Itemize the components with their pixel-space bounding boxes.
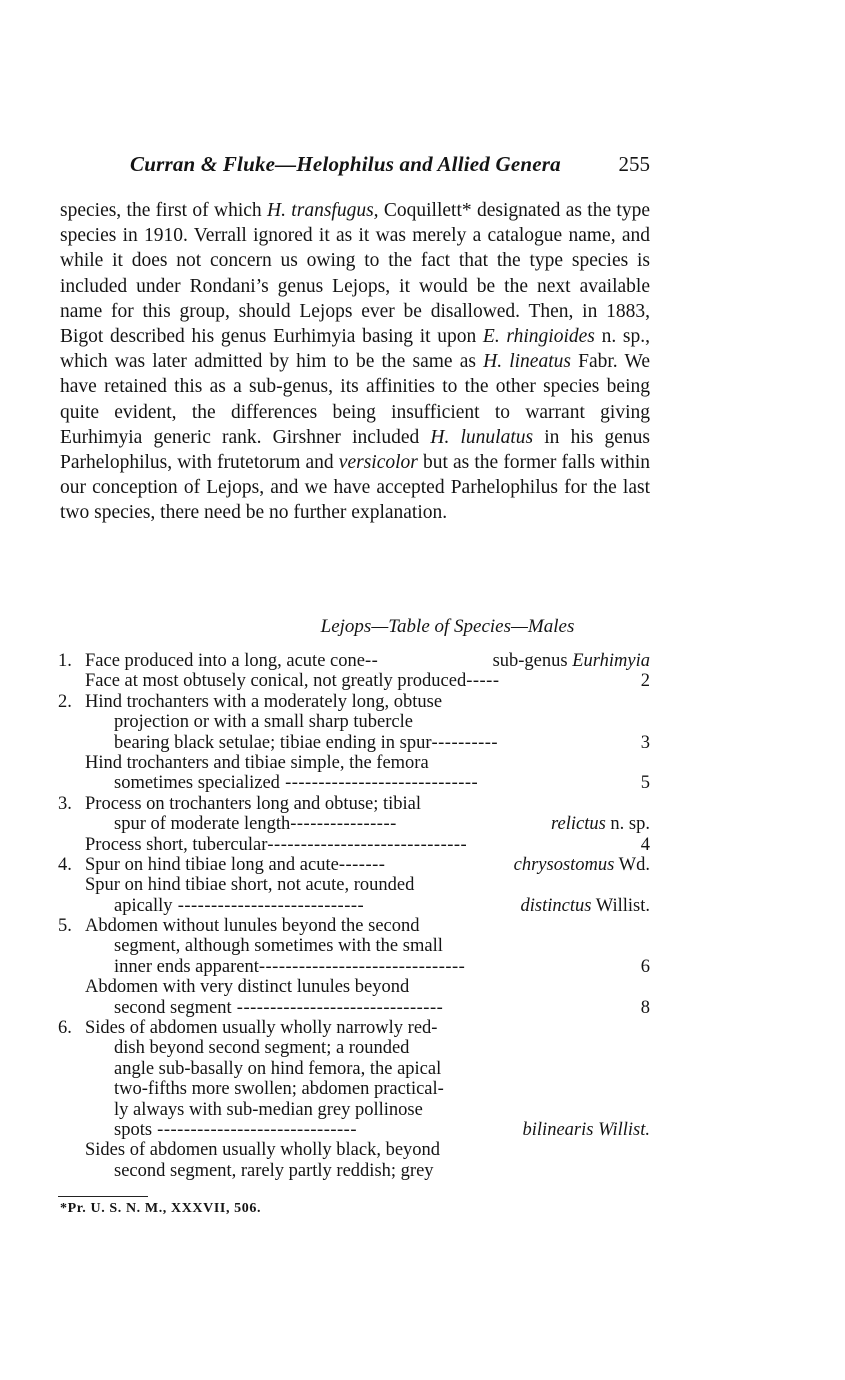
key-result	[551, 814, 650, 834]
couplet-number: 3.	[58, 793, 72, 814]
key-line	[58, 875, 650, 895]
paragraph-run: n. sp., which was later admitted by him to be the same as	[60, 326, 650, 373]
key-line	[58, 814, 650, 834]
key-text-content: Process on trochanters long and obtuse; tibial	[85, 793, 422, 814]
key-line	[58, 998, 650, 1018]
key-result-lead: 5	[640, 773, 650, 794]
key-text-content: Abdomen without lunules beyond the second	[85, 916, 420, 937]
key-line	[58, 753, 650, 773]
key-text	[85, 692, 442, 712]
key-text	[114, 712, 413, 732]
key-text-content: ly always with sub-median grey pollinose	[114, 1099, 423, 1120]
paragraph-run: Fabr. We have retained this as a sub-genus, its affinities to the other species being quite evident, the differences being insufficient to warrant giving Eurhimyia generic rank. Girshner included	[60, 351, 650, 448]
leader-dashes: ----------------------------	[172, 895, 365, 916]
key-text-content: segment, although sometimes with the small	[114, 936, 443, 957]
key-text	[114, 936, 443, 956]
key-text	[114, 733, 498, 753]
key-text	[114, 896, 364, 916]
key-result	[523, 1120, 650, 1140]
key-result-author: Willist.	[591, 895, 650, 916]
italic-taxon: H. transfugus,	[267, 200, 379, 221]
italic-taxon: H. lunulatus	[430, 426, 534, 448]
key-result-lead: 3	[640, 732, 650, 753]
key-line	[58, 794, 650, 814]
species-key-table	[58, 651, 650, 1181]
key-line	[58, 712, 650, 732]
key-text-content: Sides of abdomen usually wholly narrowly red-	[85, 1018, 438, 1039]
key-text-content: Sides of abdomen usually wholly black, beyond	[85, 1140, 441, 1161]
key-text-content: bearing black setulae; tibiae ending in spur	[114, 732, 432, 753]
key-text	[114, 773, 478, 793]
key-result-lead: 4	[640, 834, 650, 855]
couplet-number: 4.	[58, 854, 72, 875]
key-result-author: Wd.	[614, 854, 650, 875]
paragraph-text	[60, 198, 650, 526]
key-text	[85, 671, 500, 691]
key-line	[58, 651, 650, 671]
key-result-author: n. sp.	[605, 814, 650, 835]
key-text-content: Spur on hind tibiae short, not acute, rounded	[85, 875, 415, 896]
key-text	[85, 855, 385, 875]
key-text	[114, 1079, 444, 1099]
key-text-content: Face at most obtusely conical, not greatly produced	[85, 671, 467, 692]
key-text-content: apically	[114, 895, 173, 916]
key-text	[85, 875, 414, 895]
key-text	[114, 1059, 441, 1079]
key-text-content: spur of moderate length	[114, 814, 291, 835]
key-result	[514, 855, 650, 875]
key-line	[58, 835, 650, 855]
key-result	[641, 835, 650, 855]
key-text-content: Process short, tubercular	[85, 834, 268, 855]
key-text	[114, 1100, 423, 1120]
key-result	[641, 773, 650, 793]
paragraph-run: in his genus Parhelophilus, with frutetorum and	[60, 426, 651, 474]
key-line	[58, 936, 650, 956]
key-text-content: inner ends apparent	[114, 956, 259, 977]
leader-dashes: ----------------	[290, 814, 397, 835]
key-result-lead: sub-genus	[492, 651, 573, 671]
leader-dashes: -----------------------------	[279, 773, 479, 794]
key-text	[85, 1140, 440, 1160]
key-line	[58, 733, 650, 753]
key-result	[641, 998, 650, 1018]
key-text	[85, 1018, 437, 1038]
couplet-number: 2.	[58, 691, 72, 712]
key-line	[58, 957, 650, 977]
leader-dashes: ------------------------------	[152, 1119, 357, 1140]
leader-dashes: -------------------------------	[231, 997, 444, 1018]
key-text	[85, 916, 420, 936]
footnote: *Pr. U. S. N. M., XXXVII, 506.	[60, 1201, 262, 1216]
key-line	[58, 1018, 650, 1038]
couplet-number: 1.	[58, 651, 72, 671]
key-result	[493, 651, 650, 671]
key-text	[114, 1120, 357, 1140]
key-text	[85, 753, 429, 773]
running-title: Curran & Fluke—Helophilus and Allied Genera	[130, 152, 561, 176]
key-text	[85, 651, 378, 671]
key-text-content: second segment, rarely partly reddish; grey	[114, 1160, 434, 1181]
key-result-taxon: relictus	[550, 814, 606, 835]
italic-taxon: E. rhingioides	[482, 326, 595, 348]
couplet-number: 5.	[58, 916, 72, 937]
key-text	[85, 794, 421, 814]
key-result-taxon: bilinearis Willist.	[522, 1119, 650, 1140]
leader-dashes: ------------------------------	[267, 834, 468, 855]
key-result-lead: 8	[640, 997, 650, 1018]
key-result	[641, 957, 650, 977]
key-result	[641, 733, 650, 753]
key-line	[58, 1140, 650, 1160]
key-line	[58, 1059, 650, 1079]
key-text-content: angle sub-basally on hind femora, the apical	[114, 1058, 442, 1079]
key-line	[58, 692, 650, 712]
key-text-content: Face produced into a long, acute cone	[85, 651, 365, 671]
key-text-content: Abdomen with very distinct lunules beyond	[85, 977, 410, 998]
paragraph-run: Coquillett* designated as the type species in 1910. Verrall ignored it as it was merely a catalogue name, and while it does not concern us owing to the fact that the type species is included under Rondani’s genus Lejops, it would be the next available name for this group, should Lejops ever be disallowed. Then, in 1883, Bigot described his genus Eurhimyia basing it upon	[60, 200, 651, 348]
key-line	[58, 1161, 650, 1181]
footnote-rule	[58, 1196, 148, 1197]
key-text-content: Hind trochanters with a moderately long, obtuse	[85, 691, 443, 712]
key-line	[58, 855, 650, 875]
key-line	[58, 1100, 650, 1120]
leader-dashes: ----------	[431, 732, 499, 753]
key-text-content: projection or with a small sharp tubercle	[114, 712, 413, 733]
key-line	[58, 916, 650, 936]
key-result-taxon: chrysostomus	[513, 854, 615, 875]
italic-taxon: H. lineatus	[483, 351, 571, 373]
paragraph-run: but as the former falls within our conception of Lejops, and we have accepted Parhelophilus for the last two species, there need be no further explanation.	[60, 452, 651, 524]
key-text-content: Hind trochanters and tibiae simple, the femora	[85, 752, 429, 773]
key-text-content: Spur on hind tibiae long and acute	[85, 854, 339, 875]
key-line	[58, 896, 650, 916]
key-text-content: dish beyond second segment; a rounded	[114, 1038, 410, 1059]
key-text	[114, 998, 443, 1018]
section-title: Lejops—Table of Species—Males	[320, 616, 575, 637]
key-text-content: two-fifths more swollen; abdomen practical-	[114, 1079, 444, 1100]
paragraph-run: species, the first of which	[60, 200, 268, 221]
key-text	[114, 814, 397, 834]
key-result-lead: 6	[640, 956, 650, 977]
key-line	[58, 1120, 650, 1140]
leader-dashes: -------	[338, 854, 386, 875]
page-number: 255	[618, 152, 650, 176]
key-text	[114, 957, 465, 977]
key-text	[114, 1038, 409, 1058]
couplet-number: 6.	[58, 1018, 72, 1039]
key-line	[58, 671, 650, 691]
leader-dashes: -------------------------------	[258, 956, 466, 977]
key-text	[114, 1161, 434, 1181]
key-result	[521, 896, 650, 916]
key-result-taxon: Eurhimyia	[572, 651, 650, 671]
leader-dashes: -----	[466, 671, 500, 692]
key-result-taxon: distinctus	[520, 895, 592, 916]
italic-taxon: versicolor	[338, 452, 418, 474]
key-line	[58, 1038, 650, 1058]
body-paragraph	[60, 198, 650, 526]
key-line	[58, 1079, 650, 1099]
key-text-content: second segment	[114, 997, 232, 1018]
key-text	[85, 977, 409, 997]
key-line	[58, 977, 650, 997]
key-result-lead: 2	[640, 671, 650, 692]
key-text-content: spots	[114, 1119, 153, 1140]
key-line	[58, 773, 650, 793]
key-result	[641, 671, 650, 691]
leader-dashes: --	[364, 651, 379, 671]
key-text	[85, 835, 467, 855]
key-text-content: sometimes specialized	[114, 773, 280, 794]
